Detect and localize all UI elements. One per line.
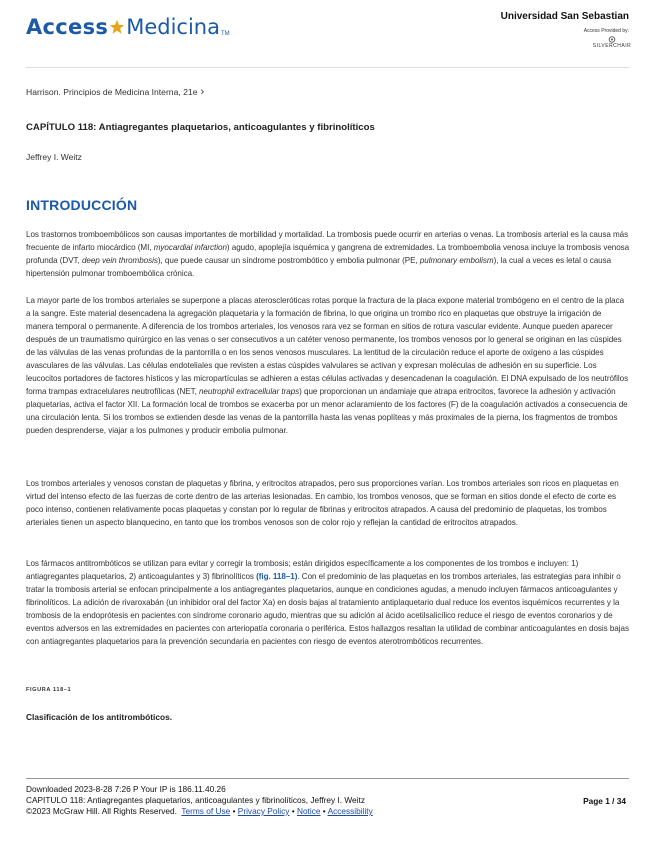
footer-divider xyxy=(26,778,629,779)
figure-label: FIGURA 118–1 xyxy=(26,687,72,693)
p1-term-dvt: deep vein thrombosis xyxy=(81,256,158,265)
header-divider xyxy=(26,67,629,68)
p2-term-net: neutrophil extracellular traps xyxy=(198,387,300,396)
paragraph-2 xyxy=(26,294,630,437)
breadcrumb-book[interactable]: Harrison. Principios de Medicina Interna, 21e xyxy=(26,87,198,97)
p2-text-b: ) que proporcionan un andamiaje que atrapa eritrocitos, favorece la adhesión y activación plaquetarias, activa el factor XII. La formación local de trombos se exacerba por un menor aclaramiento de los factores (F) de la coagulación activados a consecuencia de una circulación lenta. Si los trombos se extienden desde las venas de la pantorrilla hasta las venas poplíteas y más proximales de la pierna, los fragmentos de trombos pueden desprenderse, viajar a los pulmones y producir embolia pulmonar. xyxy=(26,387,628,435)
footer-citation: CAPITULO 118: Antiagregantes plaquetarios, anticoagulantes y fibrinolíticos, Jeffrey I. Weitz xyxy=(26,795,365,805)
p4-text-b: . Con el predominio de las plaquetas en los trombos arteriales, las estrategias para inhibir o tratar la trombosis arterial se enfocan principalmente a los antiagregantes plaquetarios, aunque en condiciones agudas, a menudo incluyen fármacos anticoagulantes y fibrinolíticos. La adición de rivaroxabán (un inhibidor oral del factor Xa) en dosis bajas al tratamiento antiplaquetario dual reduce los eventos isquémicos recurrentes y la trombosis de la endoprótesis en pacientes con síndrome coronario agudo, mientras que su adición al ácido acetilsalicílico reduce el riesgo de eventos coronarios y de eventos adversos en las extremidades en pacientes con arteriopatía coronaria o periférica. Estos hallazgos resaltan la utilidad de combinar anticoagulantes en dosis bajas con antiagregantes plaquetarios para la prevención secundaria en pacientes con riesgo de eventos aterotrombóticos recurrentes. xyxy=(26,572,629,646)
p1-text-c: ), que puede causar un síndrome postrombótico y embolia pulmonar (PE, xyxy=(157,256,420,265)
provider-brand: SILVERCHAIR xyxy=(592,43,632,49)
institution-name: Universidad San Sebastian xyxy=(500,11,629,22)
p1-term-pe: pulmonary embolism xyxy=(419,256,494,265)
p1-text-a: Los trastornos tromboembólicos son causas importantes de morbilidad y mortalidad. La trombosis puede ocurrir en arterias o venas. La trombosis arterial es la causa más frecuente de infarto miocárdico (MI, xyxy=(26,230,629,252)
terms-link[interactable]: Terms of Use xyxy=(181,806,231,816)
silverchair-icon xyxy=(608,36,616,43)
separator: • xyxy=(291,806,295,816)
privacy-link[interactable]: Privacy Policy xyxy=(237,806,290,816)
download-info: Downloaded 2023-8-28 7:26 P Your IP is 186.11.40.26 xyxy=(26,784,226,794)
star-icon xyxy=(109,19,125,35)
p1-term-mi: myocardial infarction xyxy=(153,243,227,252)
author-name: Jeffrey I. Weitz xyxy=(26,152,82,162)
p2-text-a: La mayor parte de los trombos arteriales se superpone a placas ateroscleróticas rotas porque la fractura de la placa expone material trombógeno en el centro de la placa a la sangre. Este material desencadena la agregación plaquetaria y la formación de fibrina, lo que origina un trombo rico en plaquetas que obstruye la irrigación de manera temporal o permanente. A diferencia de los trombos arteriales, los venosos rara vez se forman en sitios de rotura vascular evidente. Aunque pueden aparecer después de un traumatismo quirúrgico en las venas o ser consecutivos a un catéter venoso permanente, los trombos venosos por lo general se originan en las cúspides de las válvulas de las venas profundas de la pantorrilla o en los senos venosos musculares. La lentitud de la circulación reduce el aporte de oxígeno a las cúspides avasculares de las válvulas. Las células endoteliales que revisten a estas cúspides valvulares se activan y expresan moléculas de adhesión en su superficie. Los leucocitos portadores de factores hísticos y las micropartículas se adhieren a estas células activadas y desencadenan la coagulación. El DNA expulsado de los neutrófilos forma trampas extracelulares neutrofílicas (NET, xyxy=(26,296,629,396)
footer xyxy=(26,784,373,817)
copyright: ©2023 McGraw Hill. All Rights Reserved. xyxy=(26,806,177,816)
paragraph-3: Los trombos arteriales y venosos constan de plaquetas y fibrina, y eritrocitos atrapados, pero sus proporciones varían. Los trombos arteriales son ricos en plaquetas en virtud del intenso efecto de las fuerzas de corte dentro de las arterias lesionadas. En cambio, los trombos venosos, que se forman en sitios donde el efecto de corte es poco intenso, contienen relativamente pocas plaquetas y constan por lo regular de fibrinas y eritrocitos atrapados. A causa del predominio de plaquetas, los trombos arteriales tienen un aspecto blanquecino, en tanto que los trombos venosos son de color rojo y reflejan la cantidad de eritrocitos atrapados. xyxy=(26,479,619,527)
footer-legal xyxy=(26,806,373,817)
notice-link[interactable]: Notice xyxy=(296,806,321,816)
separator: • xyxy=(232,806,236,816)
provided-by-label: Access Provided by: xyxy=(583,28,629,34)
logo-medicina-text: Medicina xyxy=(126,15,220,39)
institution-block xyxy=(500,11,632,49)
breadcrumb[interactable] xyxy=(26,87,204,97)
figure-caption: Clasificación de los antitrombóticos. xyxy=(26,712,173,722)
provider-logo xyxy=(592,36,632,49)
page-number: Page 1 / 34 xyxy=(583,796,626,806)
logo-access-text: Access xyxy=(26,15,109,39)
section-heading: INTRODUCCIÓN xyxy=(26,197,138,213)
accessibility-link[interactable]: Accessibility xyxy=(327,806,373,816)
chapter-title: CAPÍTULO 118: Antiagregantes plaquetarios, anticoagulantes y fibrinolíticos xyxy=(26,122,375,133)
p4-text-a: Los fármacos antitrombóticos se utilizan para evitar y corregir la trombosis; están dirigidos específicamente a los componentes de los trombos e incluyen: 1) antiagregantes plaquetarios, 2) anticoagulantes y 3) fibrinolíticos xyxy=(26,559,579,581)
paragraph-4 xyxy=(26,557,630,648)
p1-text-d: ), la cual a veces es letal o causa hipertensión pulmonar tromboembólica crónica. xyxy=(26,256,612,278)
chevron-right-icon: › xyxy=(200,86,205,98)
p1-text-b: ) agudo, apoplejía isquémica y gangrena de extremidades. La tromboembolia venosa incluye la trombosis venosa profunda (DVT, xyxy=(26,243,630,265)
figure-link[interactable]: (fig. 118–1) xyxy=(256,572,298,581)
paragraph-1 xyxy=(26,228,630,280)
logo-trademark: TM xyxy=(220,31,230,37)
accessmedicina-logo[interactable] xyxy=(26,10,230,44)
separator: • xyxy=(322,806,326,816)
